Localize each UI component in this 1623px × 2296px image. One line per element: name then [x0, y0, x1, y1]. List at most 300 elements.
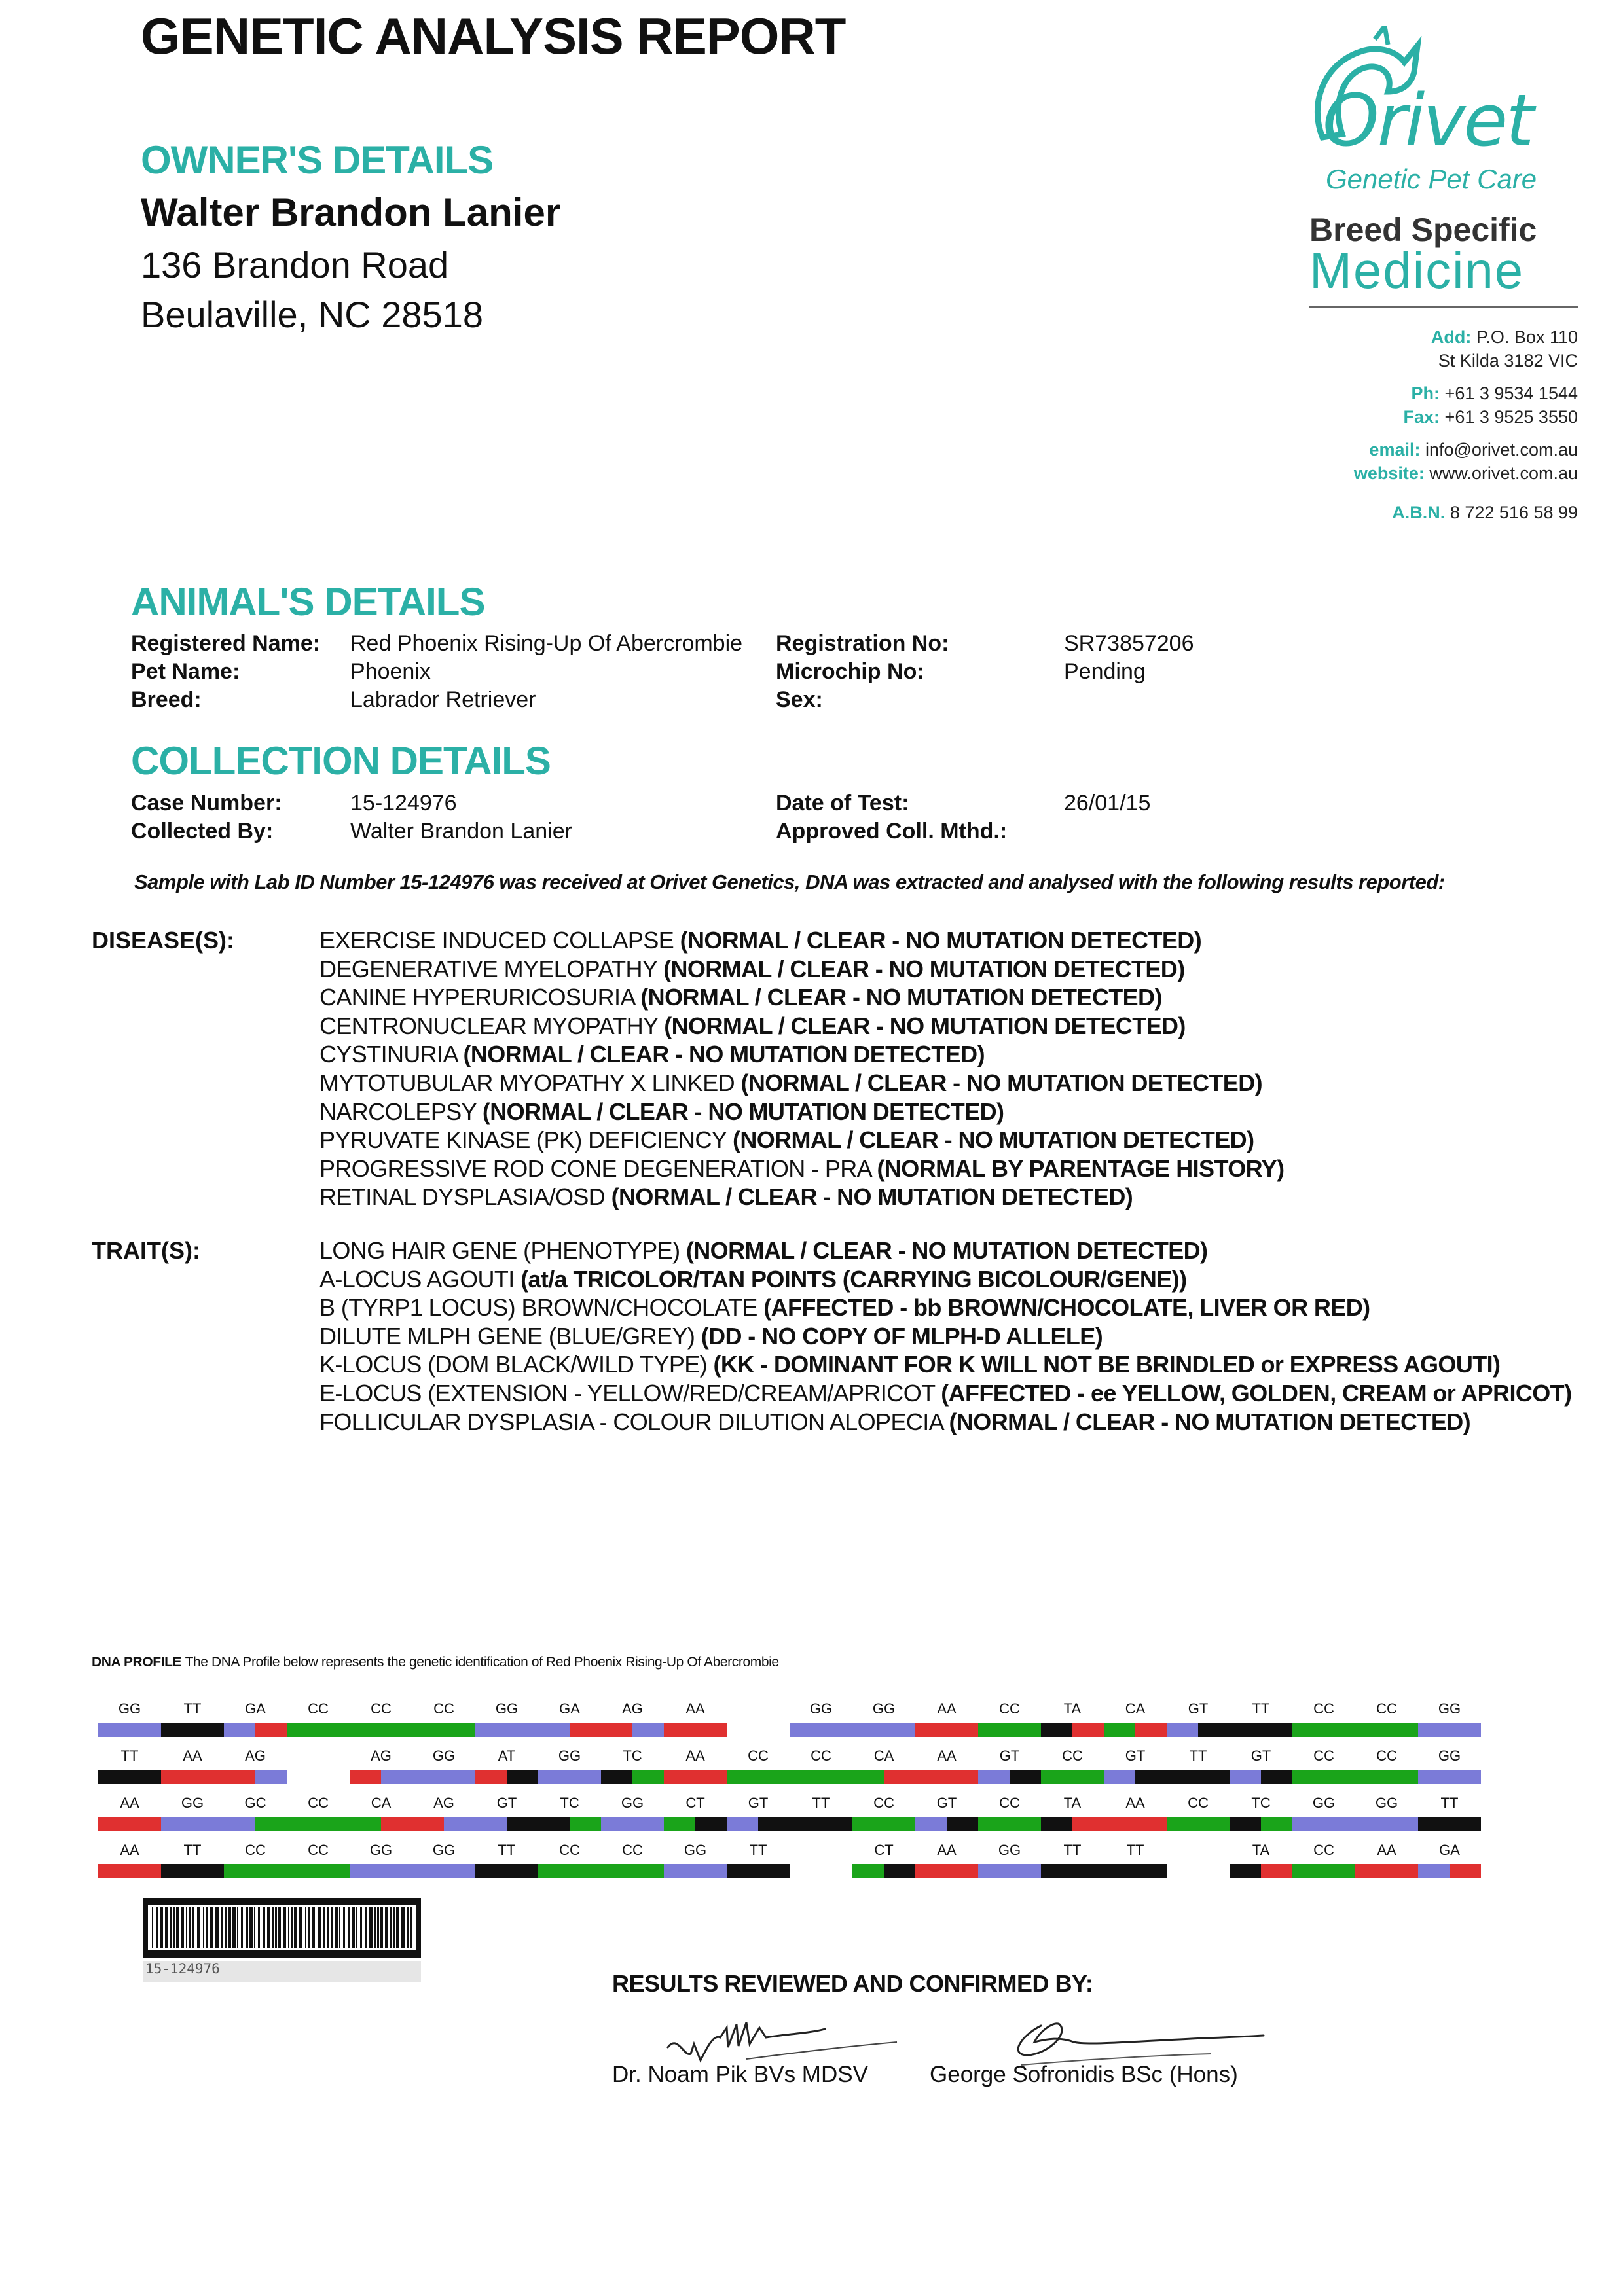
- registration-no-value: SR73857206: [1064, 631, 1194, 656]
- owner-name: Walter Brandon Lanier: [141, 190, 561, 234]
- contact-address: [1431, 327, 1578, 348]
- dna-base-segment: [1261, 1723, 1292, 1737]
- trait-result: (DD - NO COPY OF MLPH-D ALLELE): [701, 1322, 1103, 1350]
- dna-allele-pair: [601, 1700, 664, 1740]
- dna-base-segment: [1072, 1817, 1104, 1831]
- dna-allele-pair: [350, 1700, 412, 1740]
- disease-name: CANINE HYPERURICOSURIA: [319, 984, 641, 1011]
- dna-allele-pair: [915, 1842, 978, 1881]
- dna-base-segment: [852, 1723, 884, 1737]
- dna-row: [0, 1700, 1623, 1746]
- dna-allele-label: GG: [369, 1842, 393, 1858]
- abn-value: 8 722 516 58 99: [1450, 503, 1578, 522]
- dna-base-segment: [1450, 1817, 1481, 1831]
- contact-abn: [1392, 503, 1578, 523]
- dna-base-segment: [192, 1817, 224, 1831]
- dna-base-segment: [978, 1817, 1010, 1831]
- dna-allele-label: TC: [623, 1748, 642, 1764]
- dna-base-segment: [758, 1770, 790, 1784]
- dna-base-segment: [664, 1723, 695, 1737]
- dna-base-segment: [727, 1864, 758, 1878]
- dna-allele-label: CC: [433, 1700, 454, 1717]
- trait-item: [319, 1323, 1103, 1350]
- dna-base-segment: [1167, 1723, 1198, 1737]
- disease-item: [319, 1183, 1133, 1211]
- disease-result: (NORMAL / CLEAR - NO MUTATION DETECTED): [640, 984, 1162, 1011]
- dna-allele-pair: [224, 1700, 287, 1740]
- dna-allele-pair: [287, 1700, 350, 1740]
- dna-base-segment: [758, 1864, 790, 1878]
- disease-name: PYRUVATE KINASE (PK) DEFICIENCY: [319, 1126, 733, 1154]
- dna-allele-pair: [1355, 1795, 1418, 1834]
- dna-base-segment: [1104, 1817, 1135, 1831]
- dna-base-segment: [1010, 1723, 1041, 1737]
- dna-base-segment: [444, 1864, 475, 1878]
- dna-base-segment: [1072, 1864, 1104, 1878]
- dna-base-segment: [1292, 1817, 1324, 1831]
- dna-base-segment: [852, 1864, 884, 1878]
- fax-label: Fax:: [1403, 407, 1440, 427]
- logo-medicine: Medicine: [1309, 242, 1525, 299]
- trait-result: (at/a TRICOLOR/TAN POINTS (CARRYING BICOLOUR/GENE)): [520, 1265, 1187, 1293]
- dna-allele-pair: [161, 1748, 224, 1787]
- dna-allele-label: TT: [1189, 1748, 1207, 1764]
- logo-breed-specific: Breed Specific: [1309, 211, 1537, 248]
- dna-base-segment: [1104, 1770, 1135, 1784]
- website-label: website:: [1353, 463, 1425, 483]
- dna-allele-pair: [790, 1748, 852, 1787]
- dna-base-segment: [1450, 1864, 1481, 1878]
- dna-base-segment: [444, 1817, 475, 1831]
- disease-name: EXERCISE INDUCED COLLAPSE: [319, 927, 680, 954]
- dna-allele-label: GT: [748, 1795, 769, 1811]
- dna-base-segment: [1230, 1864, 1261, 1878]
- dna-allele-pair: [1041, 1700, 1104, 1740]
- dna-base-segment: [790, 1723, 821, 1737]
- dna-allele-label: AG: [371, 1748, 392, 1764]
- dna-allele-pair: [1292, 1700, 1355, 1740]
- dna-base-segment: [1261, 1817, 1292, 1831]
- dna-allele-label: TA: [1063, 1700, 1082, 1717]
- dna-allele-pair: [601, 1795, 664, 1834]
- dna-allele-pair: [1230, 1700, 1292, 1740]
- dna-base-segment: [601, 1770, 632, 1784]
- dna-base-segment: [538, 1723, 570, 1737]
- dna-allele-pair: [287, 1795, 350, 1834]
- dna-base-segment: [161, 1770, 192, 1784]
- dna-base-segment: [98, 1817, 130, 1831]
- phone-value: +61 3 9534 1544: [1444, 384, 1578, 403]
- dna-base-segment: [287, 1723, 318, 1737]
- trait-result: (AFFECTED - bb BROWN/CHOCOLATE, LIVER OR RED): [763, 1294, 1370, 1321]
- dna-base-segment: [947, 1770, 978, 1784]
- dna-base-segment: [1450, 1770, 1481, 1784]
- disease-item: [319, 1126, 1254, 1154]
- dna-base-segment: [507, 1723, 538, 1737]
- dna-allele-label: GG: [1438, 1700, 1461, 1717]
- disease-name: CYSTINURIA: [319, 1041, 464, 1068]
- dna-allele-pair: [287, 1842, 350, 1881]
- dna-allele-label: GG: [432, 1748, 456, 1764]
- signer-2: George Sofronidis BSc (Hons): [930, 2062, 1238, 2087]
- dna-allele-label: AG: [433, 1795, 454, 1811]
- dna-allele-label: AA: [1377, 1842, 1396, 1858]
- dna-allele-pair: [790, 1795, 852, 1834]
- dna-allele-pair: [161, 1842, 224, 1881]
- dna-base-segment: [915, 1723, 947, 1737]
- dna-base-segment: [821, 1817, 852, 1831]
- dna-allele-label: CC: [1062, 1748, 1083, 1764]
- dna-allele-label: GG: [872, 1700, 896, 1717]
- dna-base-segment: [1387, 1864, 1418, 1878]
- dna-allele-pair: [350, 1842, 412, 1881]
- breed-label: Breed:: [131, 687, 202, 712]
- trait-name: A-LOCUS AGOUTI: [319, 1265, 521, 1293]
- dna-allele-pair: [161, 1795, 224, 1834]
- dna-base-segment: [664, 1864, 695, 1878]
- dna-allele-label: AA: [685, 1700, 705, 1717]
- dna-base-segment: [287, 1864, 318, 1878]
- dna-base-segment: [1387, 1723, 1418, 1737]
- dna-allele-label: CC: [1376, 1748, 1397, 1764]
- dna-base-segment: [727, 1817, 758, 1831]
- dna-base-segment: [318, 1864, 350, 1878]
- dna-allele-pair: [412, 1842, 475, 1881]
- dna-base-segment: [1324, 1770, 1355, 1784]
- dna-allele-label: CC: [308, 1842, 329, 1858]
- dna-base-segment: [1198, 1817, 1230, 1831]
- dna-allele-label: CC: [1188, 1795, 1209, 1811]
- dna-allele-label: AA: [120, 1842, 139, 1858]
- contact-fax: [1404, 407, 1578, 427]
- dna-allele-label: TT: [120, 1748, 139, 1764]
- dna-base-segment: [255, 1864, 287, 1878]
- case-number-label: Case Number:: [131, 791, 282, 816]
- dna-allele-label: CC: [371, 1700, 392, 1717]
- owner-address-line2: Beulaville, NC 28518: [141, 294, 483, 335]
- dna-allele-label: TT: [1126, 1842, 1144, 1858]
- dna-allele-label: GA: [559, 1700, 580, 1717]
- breed-value: Labrador Retriever: [350, 687, 536, 712]
- dna-base-segment: [161, 1817, 192, 1831]
- dna-base-segment: [1135, 1770, 1167, 1784]
- diseases-label: DISEASE(S):: [92, 927, 235, 954]
- dna-base-segment: [1261, 1770, 1292, 1784]
- dna-base-segment: [538, 1817, 570, 1831]
- trait-name: LONG HAIR GENE (PHENOTYPE): [319, 1237, 686, 1264]
- dna-allele-pair: [1104, 1700, 1167, 1740]
- add-label: Add:: [1431, 327, 1472, 347]
- dna-base-segment: [570, 1723, 601, 1737]
- dna-allele-pair: [538, 1842, 601, 1881]
- disease-item: [319, 927, 1201, 954]
- dna-allele-label: CC: [622, 1842, 643, 1858]
- dna-allele-label: TT: [498, 1842, 516, 1858]
- dna-base-segment: [884, 1817, 915, 1831]
- dna-base-segment: [381, 1817, 412, 1831]
- trait-result: (AFFECTED - ee YELLOW, GOLDEN, CREAM or APRICOT): [941, 1380, 1572, 1407]
- dna-base-segment: [130, 1817, 161, 1831]
- dna-base-segment: [695, 1723, 727, 1737]
- disease-name: MYTOTUBULAR MYOPATHY X LINKED: [319, 1069, 741, 1096]
- dna-base-segment: [1041, 1770, 1072, 1784]
- dna-allele-label: GT: [1188, 1700, 1209, 1717]
- dna-base-segment: [664, 1770, 695, 1784]
- dna-allele-label: GG: [1375, 1795, 1398, 1811]
- owner-heading: OWNER'S DETAILS: [141, 138, 494, 182]
- dna-base-segment: [1324, 1817, 1355, 1831]
- disease-item: [319, 1155, 1284, 1183]
- dna-allele-pair: [1230, 1795, 1292, 1834]
- disease-name: PROGRESSIVE ROD CONE DEGENERATION - PRA: [319, 1155, 877, 1182]
- collection-heading: COLLECTION DETAILS: [131, 739, 551, 783]
- dna-base-segment: [915, 1770, 947, 1784]
- dna-allele-label: GT: [999, 1748, 1020, 1764]
- dna-allele-label: AG: [245, 1748, 266, 1764]
- dna-allele-label: AA: [937, 1842, 957, 1858]
- add-value1: P.O. Box 110: [1476, 327, 1578, 347]
- dna-allele-label: AA: [685, 1748, 705, 1764]
- dna-base-segment: [884, 1723, 915, 1737]
- dna-allele-label: GG: [621, 1795, 644, 1811]
- email-label: email:: [1369, 440, 1421, 459]
- disease-result: (NORMAL / CLEAR - NO MUTATION DETECTED): [740, 1069, 1263, 1096]
- traits-label: TRAIT(S):: [92, 1237, 200, 1264]
- dna-base-segment: [224, 1864, 255, 1878]
- dna-base-segment: [947, 1864, 978, 1878]
- review-heading: RESULTS REVIEWED AND CONFIRMED BY:: [612, 1970, 1093, 1997]
- dna-allele-label: AA: [1125, 1795, 1145, 1811]
- dna-base-segment: [161, 1723, 192, 1737]
- dna-base-segment: [570, 1817, 601, 1831]
- pet-name-value: Phoenix: [350, 659, 431, 684]
- pet-name-label: Pet Name:: [131, 659, 240, 684]
- dna-base-segment: [130, 1770, 161, 1784]
- disease-item: [319, 1098, 1004, 1126]
- dna-base-segment: [821, 1723, 852, 1737]
- dna-allele-pair: [1167, 1795, 1230, 1834]
- dna-allele-pair: [1230, 1842, 1292, 1881]
- dna-allele-pair: [538, 1748, 601, 1787]
- dna-allele-pair: [978, 1795, 1041, 1834]
- disease-item: [319, 984, 1162, 1011]
- dna-base-segment: [130, 1723, 161, 1737]
- dna-allele-label: AA: [120, 1795, 139, 1811]
- dna-allele-pair: [224, 1748, 287, 1787]
- trait-item: [319, 1266, 1186, 1293]
- dna-allele-label: AA: [937, 1748, 957, 1764]
- dna-allele-label: CA: [873, 1748, 894, 1764]
- registered-name-value: Red Phoenix Rising-Up Of Abercrombie: [350, 631, 743, 656]
- dna-allele-label: GG: [432, 1842, 456, 1858]
- dna-base-segment: [1010, 1770, 1041, 1784]
- dna-base-segment: [1418, 1864, 1450, 1878]
- dna-allele-label: CA: [1125, 1700, 1146, 1717]
- dna-allele-pair: [224, 1842, 287, 1881]
- dna-profile-caption: [92, 1655, 779, 1670]
- dna-base-segment: [1010, 1864, 1041, 1878]
- dna-allele-pair: [98, 1842, 161, 1881]
- dna-allele-label: GG: [684, 1842, 707, 1858]
- dna-base-segment: [1135, 1864, 1167, 1878]
- dna-allele-pair: [475, 1842, 538, 1881]
- dna-allele-label: CC: [1313, 1700, 1334, 1717]
- dna-allele-label: CC: [999, 1795, 1020, 1811]
- dna-base-segment: [381, 1864, 412, 1878]
- dna-allele-pair: [601, 1748, 664, 1787]
- dna-allele-pair: [1104, 1795, 1167, 1834]
- sample-note: Sample with Lab ID Number 15-124976 was received at Orivet Genetics, DNA was extracted and analysed with the following results reported:: [134, 870, 1445, 893]
- dna-row: [0, 1795, 1623, 1840]
- dna-base-segment: [1230, 1817, 1261, 1831]
- dna-allele-label: CC: [559, 1842, 580, 1858]
- dna-allele-label: GT: [1125, 1748, 1146, 1764]
- dna-base-segment: [632, 1817, 664, 1831]
- dna-allele-label: TT: [749, 1842, 767, 1858]
- dna-allele-label: CC: [999, 1700, 1020, 1717]
- trait-name: B (TYRP1 LOCUS) BROWN/CHOCOLATE: [319, 1294, 764, 1321]
- dna-base-segment: [1355, 1864, 1387, 1878]
- animal-heading: ANIMAL'S DETAILS: [131, 580, 485, 624]
- dna-allele-label: GT: [496, 1795, 517, 1811]
- approved-method-label: Approved Coll. Mthd.:: [776, 819, 1008, 844]
- dna-base-segment: [98, 1770, 130, 1784]
- dna-base-segment: [632, 1864, 664, 1878]
- disease-result: (NORMAL / CLEAR - NO MUTATION DETECTED): [680, 927, 1202, 954]
- trait-name: FOLLICULAR DYSPLASIA - COLOUR DILUTION ALOPECIA: [319, 1408, 949, 1435]
- dna-base-segment: [412, 1770, 444, 1784]
- dna-allele-pair: [1355, 1700, 1418, 1740]
- dna-base-segment: [601, 1817, 632, 1831]
- dna-allele-pair: [1418, 1700, 1481, 1740]
- dna-base-segment: [632, 1770, 664, 1784]
- dna-allele-pair: [1355, 1748, 1418, 1787]
- dna-base-segment: [255, 1770, 287, 1784]
- dna-base-segment: [507, 1770, 538, 1784]
- dna-base-segment: [350, 1770, 381, 1784]
- date-of-test-value: 26/01/15: [1064, 791, 1151, 816]
- dna-base-segment: [192, 1723, 224, 1737]
- dna-allele-pair: [664, 1842, 727, 1881]
- dna-base-segment: [1230, 1770, 1261, 1784]
- collected-by-value: Walter Brandon Lanier: [350, 819, 572, 844]
- website-value: www.orivet.com.au: [1429, 463, 1578, 483]
- dna-allele-pair: [1104, 1842, 1167, 1881]
- dna-base-segment: [852, 1817, 884, 1831]
- dna-base-segment: [255, 1723, 287, 1737]
- dna-base-segment: [1135, 1817, 1167, 1831]
- orivet-logo: [1283, 26, 1578, 537]
- disease-result: (NORMAL / CLEAR - NO MUTATION DETECTED): [463, 1041, 985, 1068]
- dna-allele-label: CC: [748, 1748, 769, 1764]
- dna-allele-label: TA: [1063, 1795, 1082, 1811]
- disease-item: [319, 1069, 1262, 1097]
- dna-allele-pair: [1104, 1748, 1167, 1787]
- collected-by-label: Collected By:: [131, 819, 274, 844]
- contact-email: [1369, 440, 1578, 460]
- dna-base-segment: [475, 1723, 507, 1737]
- dna-allele-pair: [475, 1700, 538, 1740]
- report-title: GENETIC ANALYSIS REPORT: [141, 7, 846, 65]
- dna-allele-pair: [475, 1795, 538, 1834]
- dna-allele-pair: [350, 1748, 412, 1787]
- dna-base-segment: [507, 1864, 538, 1878]
- dna-base-segment: [790, 1770, 821, 1784]
- dna-base-segment: [444, 1723, 475, 1737]
- contact-address-2: St Kilda 3182 VIC: [1438, 351, 1578, 370]
- dna-allele-label: GA: [245, 1700, 266, 1717]
- dna-base-segment: [1450, 1723, 1481, 1737]
- dna-base-segment: [695, 1770, 727, 1784]
- dna-base-segment: [821, 1770, 852, 1784]
- dna-base-segment: [978, 1864, 1010, 1878]
- dna-base-segment: [1418, 1723, 1450, 1737]
- dna-base-segment: [1104, 1864, 1135, 1878]
- dna-base-segment: [130, 1864, 161, 1878]
- dna-base-segment: [852, 1770, 884, 1784]
- dna-base-segment: [224, 1723, 255, 1737]
- dna-allele-pair: [224, 1795, 287, 1834]
- dna-allele-pair: [664, 1748, 727, 1787]
- dna-base-segment: [318, 1723, 350, 1737]
- dna-allele-pair: [978, 1700, 1041, 1740]
- dna-base-segment: [1041, 1723, 1072, 1737]
- trait-item: [319, 1237, 1207, 1265]
- dna-base-segment: [978, 1723, 1010, 1737]
- dna-base-segment: [1198, 1770, 1230, 1784]
- disease-result: (NORMAL BY PARENTAGE HISTORY): [877, 1155, 1285, 1182]
- dna-base-segment: [1355, 1723, 1387, 1737]
- dna-base-segment: [1418, 1770, 1450, 1784]
- dna-profile-label: DNA PROFILE: [92, 1655, 182, 1670]
- dna-base-segment: [1387, 1770, 1418, 1784]
- dna-allele-pair: [350, 1795, 412, 1834]
- dna-base-segment: [884, 1770, 915, 1784]
- dna-base-segment: [601, 1864, 632, 1878]
- dna-allele-pair: [412, 1700, 475, 1740]
- logo-brand: Orivet: [1322, 79, 1533, 162]
- dna-allele-pair: [1041, 1795, 1104, 1834]
- dna-allele-label: CC: [308, 1795, 329, 1811]
- dna-allele-label: GG: [495, 1700, 519, 1717]
- dna-allele-pair: [412, 1795, 475, 1834]
- dna-base-segment: [1104, 1723, 1135, 1737]
- contact-phone: [1412, 384, 1578, 404]
- dna-base-segment: [192, 1864, 224, 1878]
- abn-label: A.B.N.: [1392, 503, 1446, 522]
- dna-base-segment: [570, 1770, 601, 1784]
- dna-allele-label: TT: [1063, 1842, 1082, 1858]
- dna-allele-label: CC: [245, 1842, 266, 1858]
- dna-row: [0, 1842, 1623, 1888]
- dna-base-segment: [538, 1770, 570, 1784]
- dna-allele-label: TC: [1251, 1795, 1271, 1811]
- logo-divider: [1309, 306, 1578, 308]
- dna-allele-pair: [601, 1842, 664, 1881]
- dna-allele-pair: [1292, 1748, 1355, 1787]
- dna-allele-label: TT: [183, 1842, 202, 1858]
- dna-base-segment: [915, 1864, 947, 1878]
- dna-base-segment: [444, 1770, 475, 1784]
- dna-base-segment: [884, 1864, 915, 1878]
- dna-allele-label: CC: [1313, 1842, 1334, 1858]
- disease-result: (NORMAL / CLEAR - NO MUTATION DETECTED): [482, 1098, 1004, 1125]
- disease-name: RETINAL DYSPLASIA/OSD: [319, 1183, 611, 1211]
- dna-allele-label: GG: [809, 1700, 833, 1717]
- dna-base-segment: [1041, 1864, 1072, 1878]
- dna-allele-pair: [727, 1748, 790, 1787]
- microchip-value: Pending: [1064, 659, 1146, 684]
